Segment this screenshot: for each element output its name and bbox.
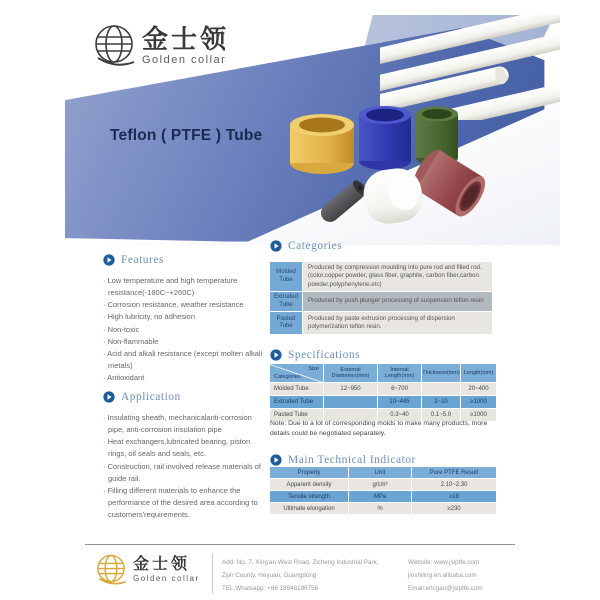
category-label: Extruded Tube [270,292,302,311]
ptfe-tubes-image [285,95,525,245]
indicator-cell: Tensile strength [270,491,348,502]
play-icon [103,254,115,266]
specifications-heading: Specifications [270,349,360,361]
globe-icon [92,22,136,70]
brand-logo [92,22,229,70]
indicator-cell: 2.10~2.30 [412,479,496,490]
phone-line: TEL,Whatsapp: +86 18948196756 [222,584,319,592]
application-item: · Filling different materials to enhance the performance of the desired area according to customers'requirements. [103,485,267,521]
application-item: · Insulating sheath, mechanicalanti-corrosion pipe, anti-corrosion insulation pipe [103,412,267,436]
product-title: Teflon ( PTFE ) Tube [110,127,263,144]
feature-item: · High lubricity, no adhesion [103,311,267,323]
column-header: Unit [349,467,411,478]
specifications-note: Note: Due to a lot of corresponding molds to make many products, more details could be negotiated separately. [270,420,488,437]
category-desc: Produced by push plunger processing of suspension teflon resin [303,292,492,311]
spec-value: ≥1000 [461,396,496,408]
indicator-cell: Ultimate elongation [270,503,348,514]
indicator-heading: Main Technical Indicator [270,454,416,466]
column-header: Length(mm) [461,364,496,382]
categories-table [270,262,492,334]
footer-brand-logo [95,552,200,588]
feature-item: · Non-toxic [103,324,267,336]
website-line: Website: www.jslptfe.com [408,559,480,566]
globe-icon [95,552,127,588]
footer-divider [85,544,515,545]
indicator-cell: ≥230 [412,503,496,514]
brand-name-cn: 金士领 [133,555,191,573]
features-list [103,275,267,384]
indicator-table [270,467,496,514]
yellow-tube [290,114,354,174]
column-header: Property [270,467,348,478]
indicator-cell: % [349,503,411,514]
application-list [103,412,267,521]
spec-row-label: Pasted Tube [270,409,323,421]
spec-value: 0.1~5.0 [422,409,460,421]
footer-address [222,557,402,596]
gray-rod [317,178,369,226]
spec-value: 0.3~40 [378,409,421,421]
category-label: Molded Tube [270,262,302,291]
spec-value [324,396,377,408]
features-heading: Features [103,254,164,266]
spec-value: 6~700 [378,383,421,395]
spec-value: 12~950 [324,383,377,395]
category-desc: Produced by paste extrusion processing of dispersion polymerization teflon resin. [303,312,492,334]
feature-item: · Low temperature and high temperature resistance(-180C~+260C) [103,275,267,299]
column-header: Pure PTFE Result [412,467,496,478]
alibaba-line: jinshiling.en.alibaba.com [408,571,477,579]
feature-item: · Antioxidant [103,372,267,384]
categories-heading: Categories [270,240,342,252]
indicator-cell: ≥18 [412,491,496,502]
feature-item: · Corrosion resistance, weather resistance [103,299,267,311]
size-categories-corner-cell: Size Categories [270,364,323,382]
feature-item: · Acid and alkali resistance (except molten alkali metals) [103,348,267,372]
spec-row-label: Molded Tube [270,383,323,395]
application-item: · Construction, rail involved release materials of guide rail. [103,461,267,485]
column-header: External Diameters(mm) [324,364,377,382]
brand-name-en: Golden collar [142,53,227,66]
play-icon [270,349,282,361]
category-desc: Produced by compression moulding into pure rod and filled rod.(color,copper powder, glass fiber, graphite, carbon fiber,carbon powder,polyphenylene,etc) [303,262,492,291]
address-line: Zijin County, Heyuan, Guangdong [222,571,317,579]
play-icon [103,391,115,403]
email-line: Email:ericgao@jslptfe.com [408,584,483,592]
spec-value: ≥1000 [461,409,496,421]
brand-name-cn: 金士领 [142,23,230,54]
feature-item: · Non-flammable [103,336,267,348]
address-line: Add: No. 7, Xing'an West Road, Zicheng Industrial Park, [222,559,379,566]
application-heading: Application [103,391,181,403]
footer-web [408,557,538,596]
column-header: Internal Length(mm) [378,364,421,382]
indicator-cell: MPa [349,491,411,502]
specifications-table [270,364,496,421]
footer-vertical-divider [212,554,213,594]
category-label: Pasted Tube [270,312,302,334]
play-icon [270,240,282,252]
spec-value: 2~10 [422,396,460,408]
brand-name-en: Golden collar [133,573,200,583]
column-header: Thickness(mm) [422,364,460,382]
play-icon [270,454,282,466]
spec-value [422,383,460,395]
spec-value: 10~445 [378,396,421,408]
spec-row-label: Extruded Tube [270,396,323,408]
application-item: · Heat exchangers,lubricated bearing, piston rings, oil seals and seals, etc. [103,436,267,460]
indicator-cell: g/cm³ [349,479,411,490]
blue-tube [359,106,411,170]
spec-value: 20~400 [461,383,496,395]
indicator-cell: Apparent density [270,479,348,490]
